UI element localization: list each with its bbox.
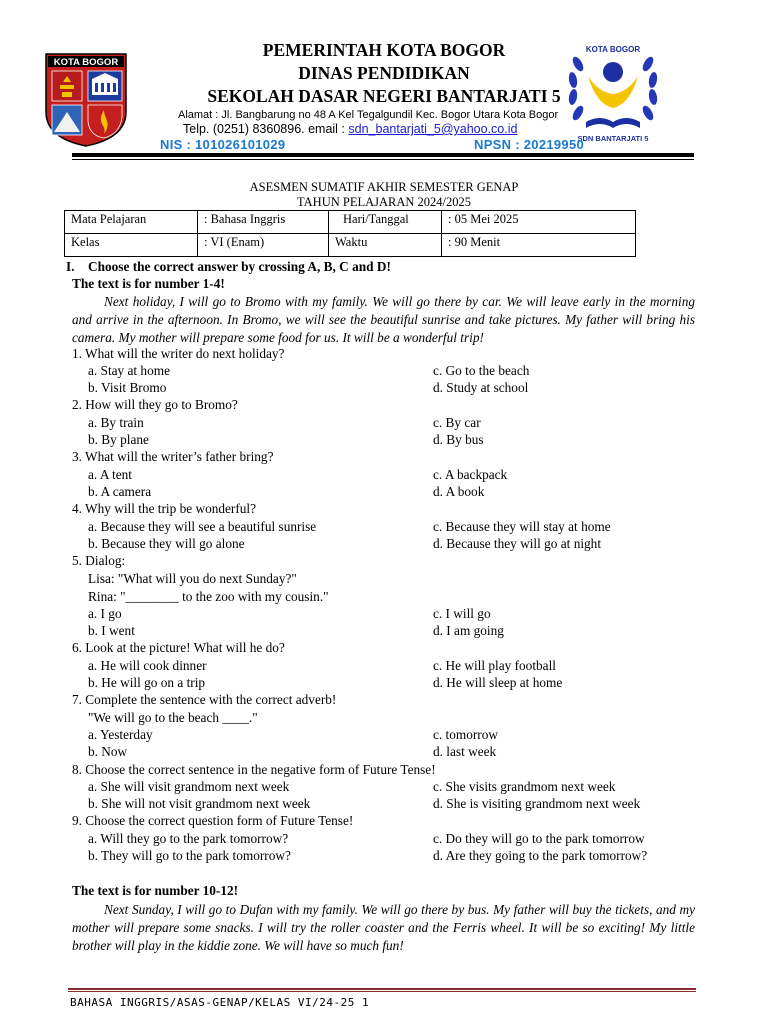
passage1 (72, 293, 695, 347)
option-4d[interactable]: d. Because they will go at night (433, 536, 602, 551)
dialog-line-2: Rina: "________ to the zoo with my cousin." (88, 589, 329, 604)
option-2a[interactable]: a. By train (88, 415, 144, 430)
option-5c[interactable]: c. I will go (433, 606, 491, 621)
email-link[interactable]: sdn_bantarjati_5@yahoo.co.id (348, 122, 518, 136)
header-divider-thick (72, 153, 694, 157)
info-row (65, 234, 636, 257)
option-7b[interactable]: b. Now (88, 744, 128, 759)
option-5d[interactable]: d. I am going (433, 623, 504, 638)
logo-right-bottom-label: SDN BANTARJATI 5 (577, 134, 649, 143)
option-9a[interactable]: a. Will they go to the park tomorrow? (88, 831, 289, 846)
option-7c[interactable]: c. tomorrow (433, 727, 498, 742)
header-government: PEMERINTAH KOTA BOGOR (262, 40, 506, 60)
option-3b[interactable]: b. A camera (88, 484, 152, 499)
info-cell: Kelas (65, 234, 198, 257)
option-1d[interactable]: d. Study at school (433, 380, 529, 395)
option-6b[interactable]: b. He will go on a trip (88, 675, 206, 690)
info-cell: Waktu (329, 234, 442, 257)
question-3: 3. What will the writer’s father bring? (72, 449, 274, 464)
option-3d[interactable]: d. A book (433, 484, 485, 499)
header-divider-thin (72, 159, 694, 160)
option-1a[interactable]: a. Stay at home (88, 363, 170, 378)
info-row (65, 211, 636, 234)
section-instruction (66, 259, 391, 275)
dialog-line-1: Lisa: "What will you do next Sunday?" (88, 571, 297, 586)
option-3c[interactable]: c. A backpack (433, 467, 508, 482)
exam-title: ASESMEN SUMATIF AKHIR SEMESTER GENAP (249, 180, 519, 194)
option-8c[interactable]: c. She visits grandmom next week (433, 779, 616, 794)
school-contact (183, 122, 517, 136)
sentence-prompt: "We will go to the beach ____." (88, 710, 258, 725)
footer-divider (68, 988, 696, 990)
footer-divider-thin (68, 991, 696, 992)
option-7a[interactable]: a. Yesterday (88, 727, 153, 742)
option-2d[interactable]: d. By bus (433, 432, 484, 447)
npsn-number: NPSN : 20219950 (474, 137, 585, 152)
question-5: 5. Dialog: (72, 553, 126, 568)
question-8: 8. Choose the correct sentence in the negative form of Future Tense! (72, 762, 436, 777)
logo-right-top-label: KOTA BOGOR (585, 45, 641, 54)
header-department: DINAS PENDIDIKAN (298, 63, 470, 83)
question-1: 1. What will the writer do next holiday? (72, 346, 285, 361)
option-9d[interactable]: d. Are they going to the park tomorrow? (433, 848, 648, 863)
section-number: I. (66, 259, 75, 274)
nis-number: NIS : 101026101029 (160, 137, 286, 152)
option-4a[interactable]: a. Because they will see a beautiful sunrise (88, 519, 317, 534)
option-6a[interactable]: a. He will cook dinner (88, 658, 207, 673)
option-4c[interactable]: c. Because they will stay at home (433, 519, 611, 534)
option-4b[interactable]: b. Because they will go alone (88, 536, 245, 551)
section-text: Choose the correct answer by crossing A, B, C and D! (88, 259, 391, 274)
passage1-text: Next holiday, I will go to Bromo with my family. We will go there by car. We will leave early in the morning and arrive in the afternoon. In Bromo, we will see the beautiful sunrise and take pictures. My father will bring his camera. My mother will prepare some food for us. It will be a wonderful trip! (72, 294, 695, 345)
info-cell: Hari/Tanggal (329, 211, 442, 234)
option-9b[interactable]: b. They will go to the park tomorrow? (88, 848, 291, 863)
option-1c[interactable]: c. Go to the beach (433, 363, 530, 378)
option-6c[interactable]: c. He will play football (433, 658, 556, 673)
info-cell: Mata Pelajaran (65, 211, 198, 234)
option-2c[interactable]: c. By car (433, 415, 481, 430)
question-4: 4. Why will the trip be wonderful? (72, 501, 257, 516)
option-3a[interactable]: a. A tent (88, 467, 132, 482)
telp-text: Telp. (0251) 8360896. email : (183, 122, 349, 136)
option-9c[interactable]: c. Do they will go to the park tomorrow (433, 831, 645, 846)
option-5b[interactable]: b. I went (88, 623, 135, 638)
option-8a[interactable]: a. She will visit grandmom next week (88, 779, 290, 794)
option-8b[interactable]: b. She will not visit grandmom next week (88, 796, 311, 811)
question-2: 2. How will they go to Bromo? (72, 397, 238, 412)
info-cell: : 90 Menit (442, 234, 636, 257)
school-address: Alamat : Jl. Bangbarung no 48 A Kel Tegalgundil Kec. Bogor Utara Kota Bogor (178, 109, 559, 121)
option-6d[interactable]: d. He will sleep at home (433, 675, 563, 690)
option-1b[interactable]: b. Visit Bromo (88, 380, 167, 395)
crest-label: KOTA BOGOR (53, 57, 119, 68)
passage1-heading: The text is for number 1-4! (72, 276, 225, 291)
info-cell: : 05 Mei 2025 (442, 211, 636, 234)
option-5a[interactable]: a. I go (88, 606, 122, 621)
info-cell: : VI (Enam) (198, 234, 329, 257)
page-footer: BAHASA INGGRIS/ASAS-GENAP/KELAS VI/24-25 1 (70, 996, 370, 1009)
info-cell: : Bahasa Inggris (198, 211, 329, 234)
passage2 (72, 901, 695, 955)
option-2b[interactable]: b. By plane (88, 432, 149, 447)
exam-info-table (64, 210, 636, 257)
passage2-text: Next Sunday, I will go to Dufan with my family. We will go there by bus. My father will buy the tickets, and my mother will prepare some snacks. I will try the roller coaster and the Ferris wheel. It will be so exciting! My little brother will play in the kiddie zone. We will have so much fun! (72, 902, 695, 953)
passage2-heading: The text is for number 10-12! (72, 883, 239, 898)
header-school-name: SEKOLAH DASAR NEGERI BANTARJATI 5 (207, 86, 561, 106)
question-9: 9. Choose the correct question form of Future Tense! (72, 813, 354, 828)
option-8d[interactable]: d. She is visiting grandmom next week (433, 796, 641, 811)
academic-year: TAHUN PELAJARAN 2024/2025 (297, 195, 471, 209)
question-7: 7. Complete the sentence with the correct adverb! (72, 692, 337, 707)
option-7d[interactable]: d. last week (433, 744, 497, 759)
question-6: 6. Look at the picture! What will he do? (72, 640, 285, 655)
